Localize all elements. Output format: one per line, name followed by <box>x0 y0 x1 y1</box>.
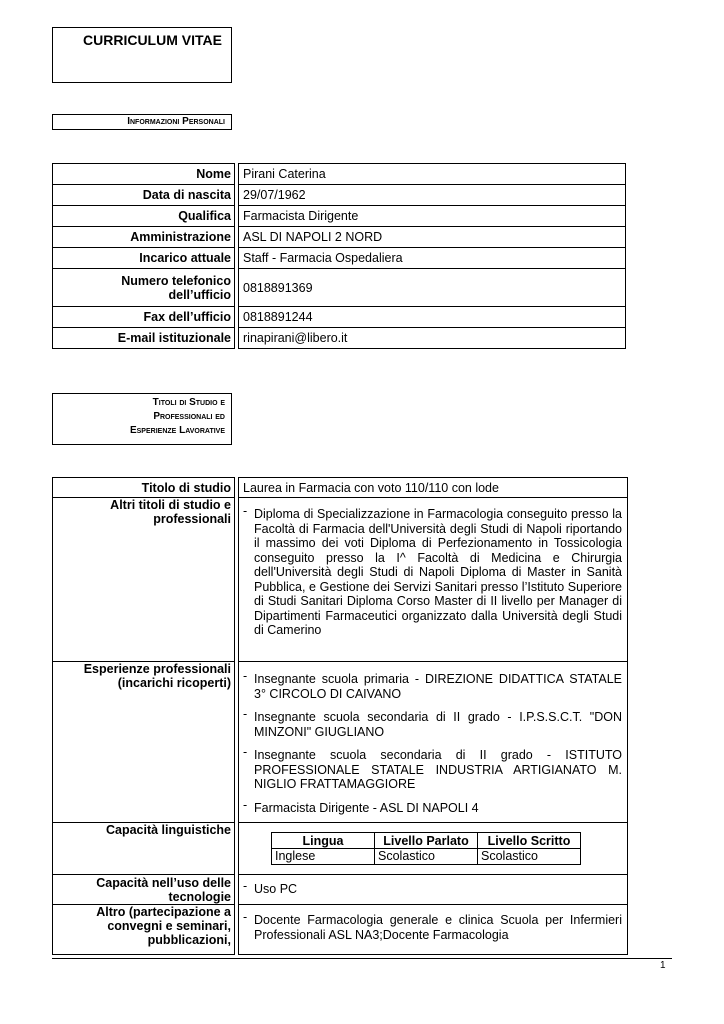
title-box <box>52 27 232 83</box>
table-row <box>53 823 628 875</box>
altro-value: - Docente Farmacologia generale e clinica Scuola per Infermieri Professionali ASL NA3;Docente Farmacologia <box>243 913 622 942</box>
table-row <box>53 269 626 307</box>
personal-label: Fax dell’ufficio <box>53 307 235 328</box>
tecnologie-value: - Uso PC <box>243 882 624 897</box>
page-number: 1 <box>660 960 666 971</box>
table-row <box>53 875 628 905</box>
languages-table <box>271 832 581 865</box>
footer-divider <box>52 958 672 959</box>
altri-titoli-label: Altri titoli di studio e professionali <box>53 498 235 662</box>
table-row <box>53 185 626 206</box>
personal-value: Pirani Caterina <box>239 164 626 185</box>
table-row <box>53 498 628 662</box>
personal-value: 0818891244 <box>239 307 626 328</box>
altro-label: Altro (partecipazione a convegni e seminari, pubblicazioni, <box>53 905 235 955</box>
personal-value: rinapirani@libero.it <box>239 328 626 349</box>
table-row <box>53 248 626 269</box>
section-titles-line-1: Titoli di Studio e <box>152 397 225 408</box>
lang-header-parlato: Livello Parlato <box>375 833 478 849</box>
titles-table <box>52 477 628 955</box>
table-row <box>272 849 581 865</box>
altri-titoli-value: - Diploma di Specializzazione in Farmacologia conseguito presso la Facoltà di Farmacia dell'Università degli Studi di Napoli riportando il massimo dei voti Diploma di Perfezionamento in Tossicologia conseguito presso la I^ Facoltà di Medicina e Chirurgia dell'Università degli Studi di Napoli Diploma di Master in Sanità Pubblica, e Gestione dei Servizi Sanitari presso l’Istituto Superiore di Studi Sanitari Diploma Corso Master di II livello per Manager di Dipartimenti Farmaceutici organizzato dalla Università degli Studi di Camerino <box>243 507 622 638</box>
personal-value: 29/07/1962 <box>239 185 626 206</box>
lang-header-lingua: Lingua <box>272 833 375 849</box>
document-title: CURRICULUM VITAE <box>83 32 222 48</box>
table-row <box>53 905 628 955</box>
personal-info-table <box>52 163 626 349</box>
tecnologie-label: Capacità nell’uso delle tecnologie <box>53 875 235 905</box>
titolo-studio-label: Titolo di studio <box>53 478 235 498</box>
section-titles-line-3: Esperienze Lavorative <box>129 425 225 436</box>
table-row <box>53 328 626 349</box>
esperienze-label: Esperienze professionali (incarichi ricoperti) <box>53 662 235 823</box>
personal-label: E-mail istituzionale <box>53 328 235 349</box>
personal-label: Incarico attuale <box>53 248 235 269</box>
lang-cell: Inglese <box>272 849 375 865</box>
personal-value: Staff - Farmacia Ospedaliera <box>239 248 626 269</box>
table-row <box>53 206 626 227</box>
section-titles-label <box>52 393 232 445</box>
lang-header-scritto: Livello Scritto <box>478 833 581 849</box>
personal-label: Amministrazione <box>53 227 235 248</box>
esperienze-list <box>239 662 628 823</box>
table-row <box>53 164 626 185</box>
table-row <box>53 662 628 823</box>
personal-label: Data di nascita <box>53 185 235 206</box>
personal-label: Qualifica <box>53 206 235 227</box>
table-row <box>53 307 626 328</box>
personal-label: Nome <box>53 164 235 185</box>
personal-value: 0818891369 <box>239 269 626 307</box>
lang-cell: Scolastico <box>375 849 478 865</box>
table-row <box>53 227 626 248</box>
section-personal-label: Informazioni Personali <box>52 114 232 130</box>
lang-cell: Scolastico <box>478 849 581 865</box>
personal-value: Farmacista Dirigente <box>239 206 626 227</box>
list-item: - Insegnante scuola secondaria di II grado - ISTITUTO PROFESSIONALE STATALE INDUSTRIA ARTIGIANATO M. NIGLIO FRATTAMAGGIORE <box>243 748 622 792</box>
personal-label: Numero telefonico dell’ufficio <box>53 269 235 307</box>
list-item: - Farmacista Dirigente - ASL DI NAPOLI 4 <box>243 801 622 816</box>
table-row <box>53 478 628 498</box>
list-item: - Insegnante scuola primaria - DIREZIONE DIDATTICA STATALE 3° CIRCOLO DI CAIVANO <box>243 672 622 701</box>
personal-value: ASL DI NAPOLI 2 NORD <box>239 227 626 248</box>
titolo-studio-value: Laurea in Farmacia con voto 110/110 con lode <box>239 478 628 498</box>
list-item: - Insegnante scuola secondaria di II grado - I.P.S.S.C.T. "DON MINZONI" GIUGLIANO <box>243 710 622 739</box>
section-titles-line-2: Professionali ed <box>153 411 225 422</box>
lingue-label: Capacità linguistiche <box>53 823 235 875</box>
